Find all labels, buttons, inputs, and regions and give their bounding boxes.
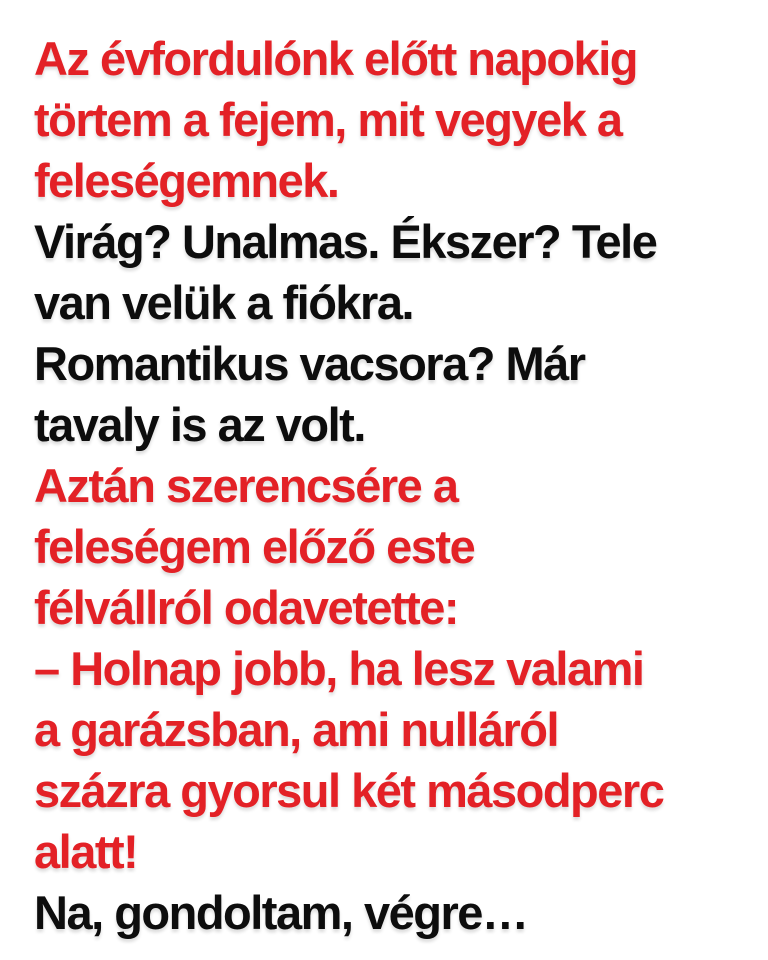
text-line: Romantikus vacsora? Már — [34, 337, 585, 390]
text-line: százra gyorsul két másodperc — [34, 764, 664, 817]
text-line: Aztán szerencsére a — [34, 459, 458, 512]
text-line: feleségemnek. — [34, 154, 339, 207]
text-line: félvállról odavetette: — [34, 581, 459, 634]
text-line: a garázsban, ami nulláról — [34, 703, 559, 756]
text-line: van velük a fiókra. — [34, 276, 414, 329]
text-line: alatt! — [34, 825, 138, 878]
text-line: tavaly is az volt. — [34, 398, 365, 451]
text-line: Az évfordulónk előtt napokig — [34, 32, 637, 85]
text-line: Na, gondoltam, végre… — [34, 886, 528, 939]
text-block — [34, 28, 748, 943]
text-line: feleségem előző este — [34, 520, 475, 573]
text-line: törtem a fejem, mit vegyek a — [34, 93, 622, 146]
text-line: Virág? Unalmas. Ékszer? Tele — [34, 215, 657, 268]
text-line: – Holnap jobb, ha lesz valami — [34, 642, 644, 695]
